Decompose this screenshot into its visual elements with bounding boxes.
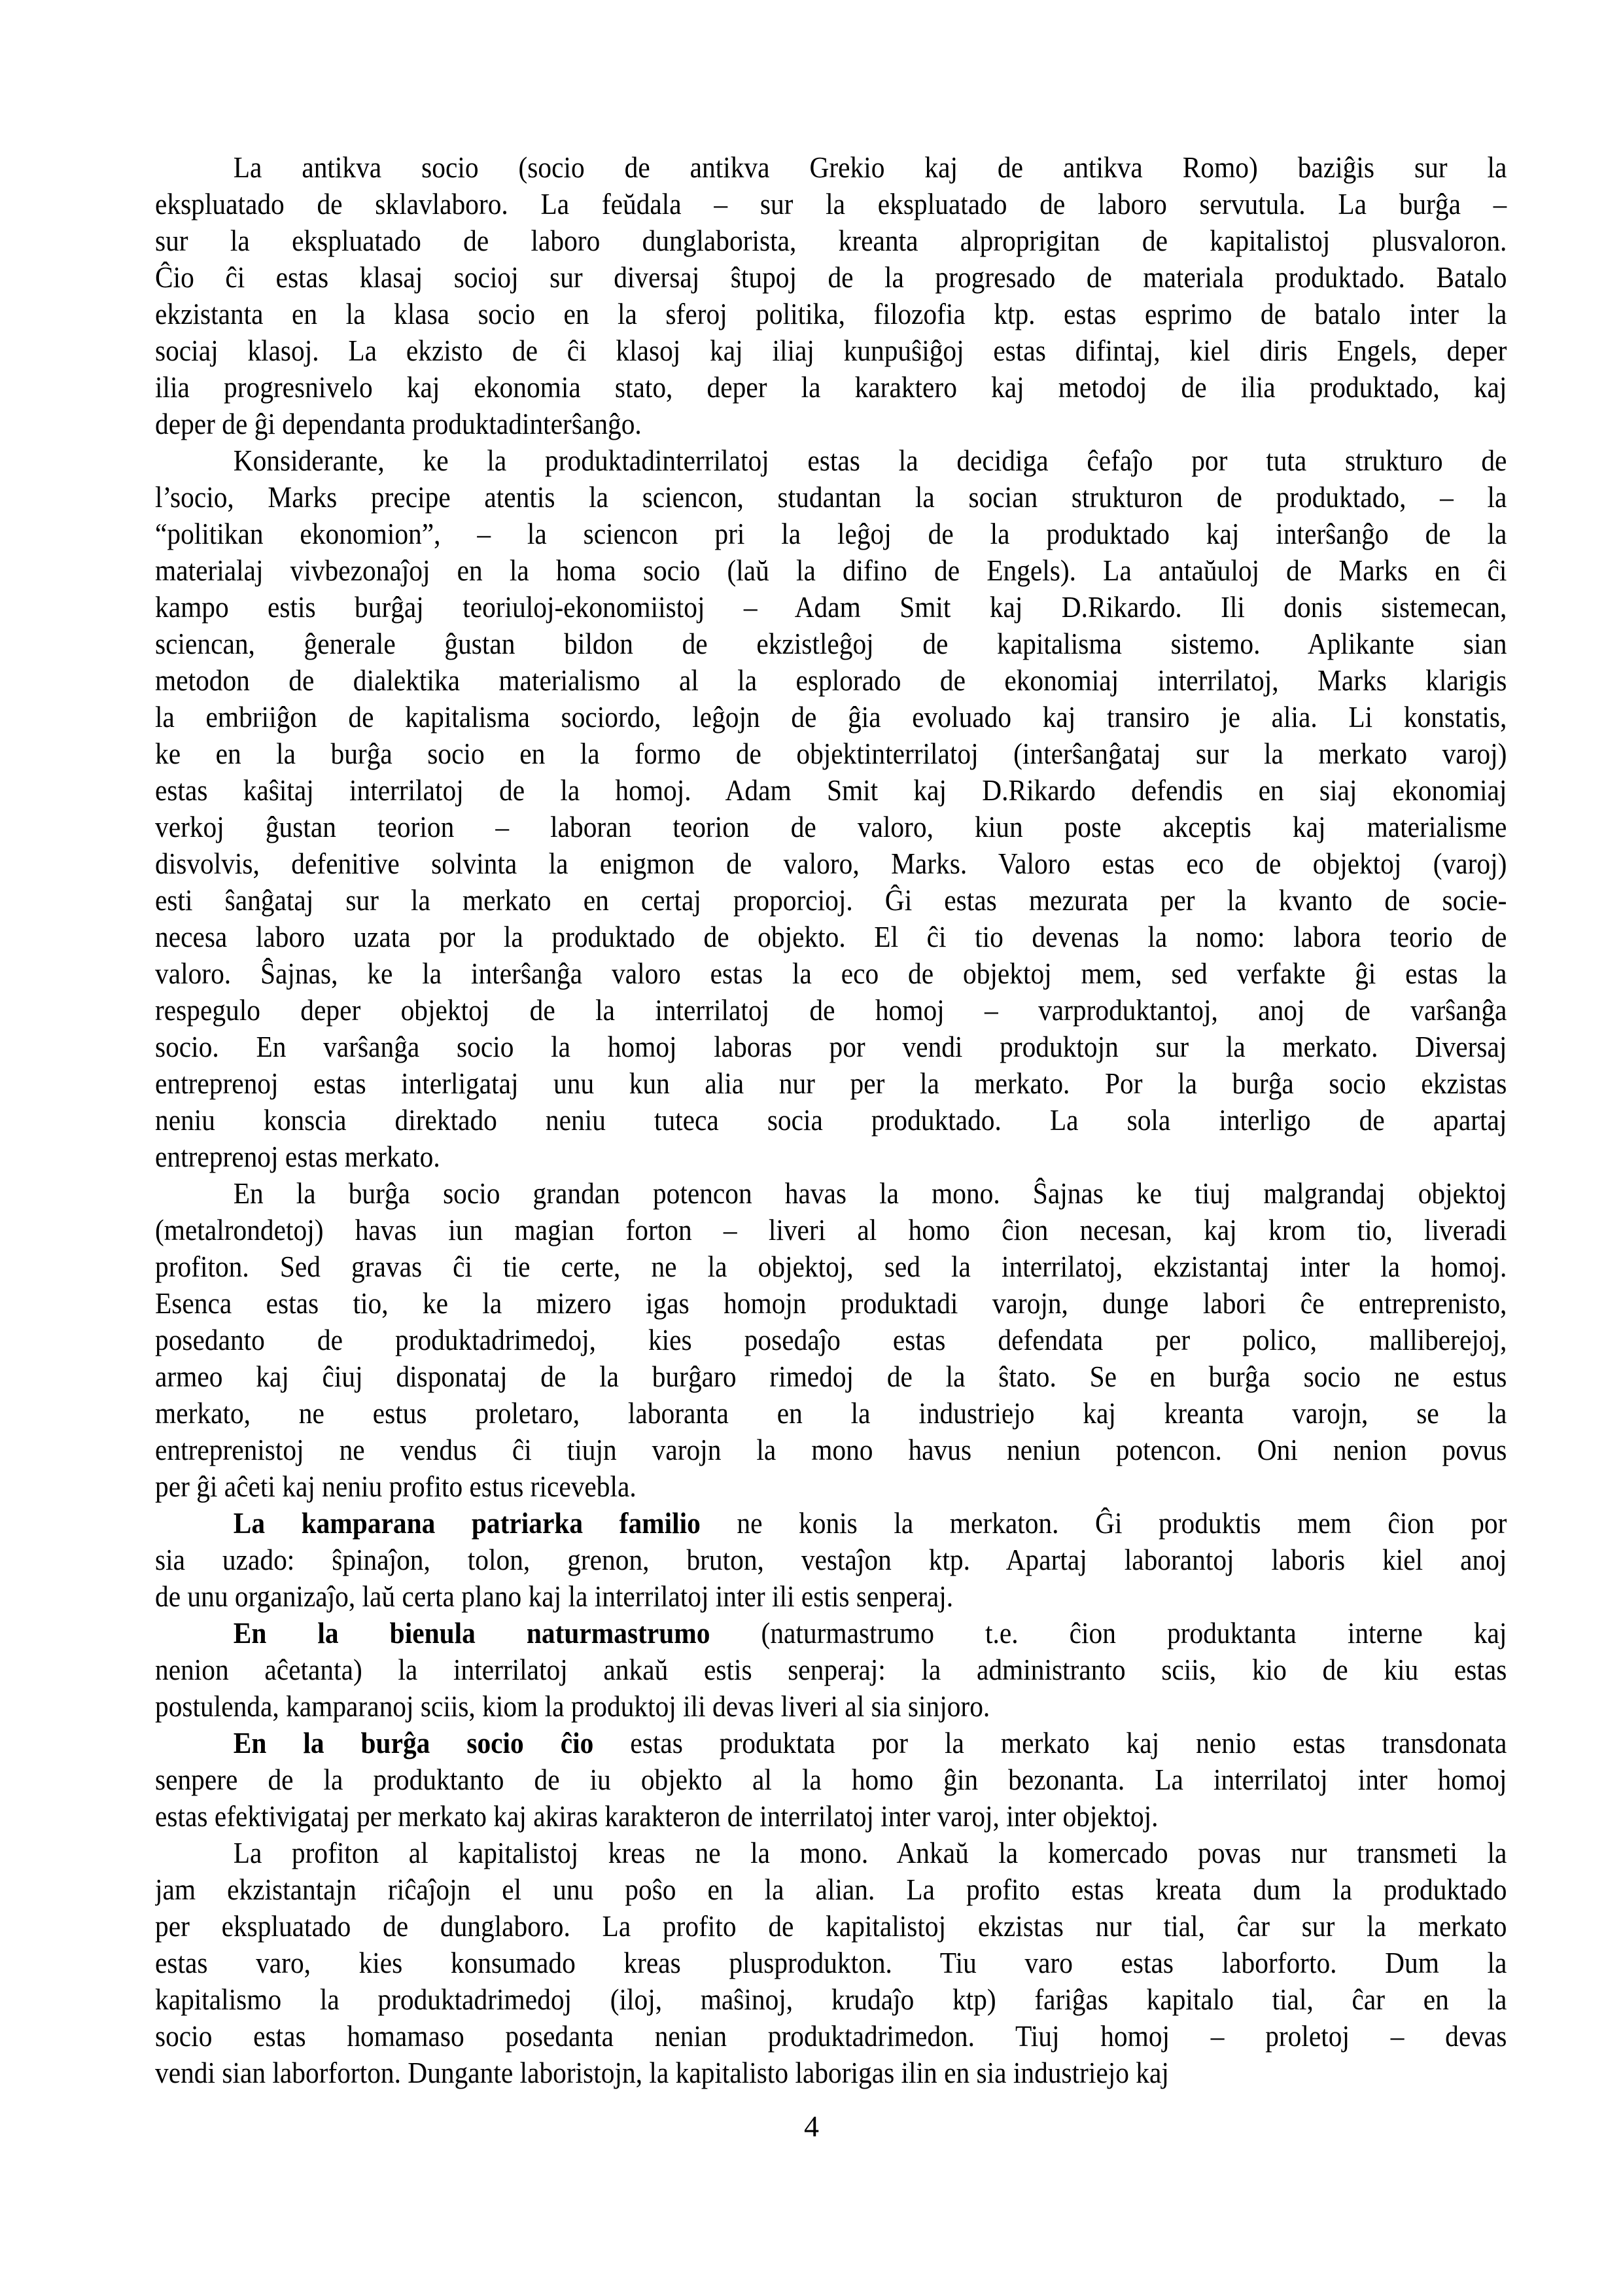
paragraph [155, 1835, 1507, 2091]
text-line: En la burĝa socio ĉio estas produktata por la merkato kaj nenio estas transdonata [233, 1726, 1507, 1759]
text-line: metodon de dialektika materialismo al la esplorado de ekonomiaj interrilatoj, Marks klarigis [155, 663, 1507, 697]
text-line: merkato, ne estus proletaro, laboranta en la industriejo kaj kreanta varojn, se la [155, 1396, 1507, 1430]
text-line: sciencan, ĝenerale ĝustan bildon de ekzistleĝoj de kapitalisma sistemo. Aplikante sian [155, 627, 1507, 660]
text-line: entreprenoj estas interligataj unu kun alia nur per la merkato. Por la burĝa socio ekzistas [155, 1067, 1507, 1100]
text-line: materialaj vivbezonaĵoj en la homa socio (laŭ la difino de Engels). La antaŭuloj de Marks en ĉi [155, 554, 1507, 587]
text-body [155, 149, 1507, 2091]
text-line: socio estas homamaso posedanta nenian produktadrimedon. Tiuj homoj – proletoj – devas [155, 2019, 1507, 2053]
bold-lead: En la bienula naturmastrumo [233, 1616, 710, 1650]
paragraph [155, 149, 1507, 442]
text-line: esti ŝanĝataj sur la merkato en certaj proporcioj. Ĝi estas mezurata per la kvanto de socie- [155, 883, 1507, 917]
text-line: (metalrondetoj) havas iun magian forton – liveri al homo ĉion necesan, kaj krom tio, liveradi [155, 1213, 1507, 1246]
text-line: kapitalismo la produktadrimedoj (iloj, maŝinoj, krudaĵo ktp) fariĝas kapitalo tial, ĉar en la [155, 1983, 1507, 2016]
text-line: disvolvis, defenitive solvinta la enigmon de valoro, Marks. Valoro estas eco de objektoj (varoj) [155, 847, 1507, 880]
text-line: La profiton al kapitalistoj kreas ne la mono. Ankaŭ la komercado povas nur transmeti la [233, 1836, 1507, 1869]
text-line: deper de ĝi dependanta produktadinterŝanĝo. [155, 407, 642, 440]
text-line: sia uzado: ŝpinaĵon, tolon, grenon, bruton, vestaĵon ktp. Apartaj laborantoj laboris kiel anoj [155, 1543, 1507, 1576]
text-line: valoro. Ŝajnas, ke la interŝanĝa valoro estas la eco de objektoj mem, sed verfakte ĝi estas la [155, 957, 1507, 990]
paragraph [155, 1615, 1507, 1725]
text-line: de unu organizaĵo, laŭ certa plano kaj la interrilatoj inter ili estis senperaj. [155, 1580, 954, 1613]
text-line: estas efektivigataj per merkato kaj akiras karakteron de interrilatoj inter varoj, inter objektoj. [155, 1799, 1159, 1833]
text-line: estas kaŝitaj interrilatoj de la homoj. Adam Smit kaj D.Rikardo defendis en siaj ekonomiaj [155, 773, 1507, 807]
text-line: ilia progresnivelo kaj ekonomia stato, deper la karaktero kaj metodoj de ilia produktado, kaj [155, 370, 1507, 404]
paragraph [155, 1505, 1507, 1615]
paragraph [155, 1725, 1507, 1835]
text-line: ekspluatado de sklavlaboro. La feŭdala – sur la ekspluatado de laboro servutula. La burĝa – [155, 187, 1507, 221]
text-line: La kamparana patriarka familio ne konis la merkaton. Ĝi produktis mem ĉion por [233, 1506, 1507, 1540]
text-line: Esenca estas tio, ke la mizero igas homojn produktadi varojn, dunge labori ĉe entreprenisto, [155, 1286, 1507, 1320]
paragraph [155, 1175, 1507, 1505]
text-line: entreprenoj estas merkato. [155, 1140, 440, 1173]
text-line: la embriiĝon de kapitalisma sociordo, leĝojn de ĝia evoluado kaj transiro je alia. Li konstatis, [155, 700, 1507, 733]
text-line: Ĉio ĉi estas klasaj socioj sur diversaj ŝtupoj de la progresado de materiala produktado. Batalo [155, 260, 1507, 294]
bold-lead: En la burĝa socio ĉio [233, 1726, 594, 1759]
text-line: entreprenistoj ne vendus ĉi tiujn varojn la mono havus neniun potencon. Oni nenion povus [155, 1433, 1507, 1466]
text-line: socio. En varŝanĝa socio la homoj laboras por vendi produktojn sur la merkato. Diversaj [155, 1030, 1507, 1063]
text-line: sur la ekspluatado de laboro dunglaborista, kreanta alproprigitan de kapitalistoj plusvaloron. [155, 224, 1507, 257]
text-line: profiton. Sed gravas ĉi tie certe, ne la objektoj, sed la interrilatoj, ekzistantaj inter la homoj. [155, 1250, 1507, 1283]
text-line: nenion aĉetanta) la interrilatoj ankaŭ estis senperaj: la administranto sciis, kio de kiu estas [155, 1653, 1507, 1686]
text-line: “politikan ekonomion”, – la sciencon pri la leĝoj de la produktado kaj interŝanĝo de la [155, 517, 1507, 550]
text-line: Konsiderante, ke la produktadinterrilatoj estas la decidiga ĉefaĵo por tuta strukturo de [233, 444, 1507, 477]
text-line: En la bienula naturmastrumo (naturmastrumo t.e. ĉion produktanta interne kaj [233, 1616, 1507, 1650]
paragraph [155, 442, 1507, 1175]
text-line: ke en la burĝa socio en la formo de objektinterrilatoj (interŝanĝataj sur la merkato varoj) [155, 737, 1507, 770]
text-line: necesa laboro uzata por la produktado de objekto. El ĉi tio devenas la nomo: labora teorio de [155, 920, 1507, 953]
bold-lead: La kamparana patriarka familio [233, 1506, 701, 1540]
text-line: En la burĝa socio grandan potencon havas la mono. Ŝajnas ke tiuj malgrandaj objektoj [233, 1176, 1507, 1210]
page-number: 4 [804, 2110, 819, 2143]
text-line: per ekspluatado de dunglaboro. La profito de kapitalistoj ekzistas nur tial, ĉar sur la merkato [155, 1909, 1507, 1943]
text-line: neniu konscia direktado neniu tuteca socia produktado. La sola interligo de apartaj [155, 1103, 1507, 1137]
text-line: l’socio, Marks precipe atentis la sciencon, studantan la socian strukturon de produktado, – la [155, 480, 1507, 514]
text-line: posedanto de produktadrimedoj, kies posedaĵo estas defendata per polico, malliberejoj, [155, 1323, 1507, 1356]
text-line: kampo estis burĝaj teoriuloj-ekonomiistoj – Adam Smit kaj D.Rikardo. Ili donis sistemecan, [155, 590, 1507, 624]
text-line: ekzistanta en la klasa socio en la sferoj politika, filozofia ktp. estas esprimo de batalo inter la [155, 297, 1507, 330]
text-line: vendi sian laborforton. Dungante laboristojn, la kapitalisto laborigas ilin en sia industriejo kaj [155, 2056, 1169, 2089]
text-line: verkoj ĝustan teorion – laboran teorion de valoro, kiun poste akceptis kaj materialisme [155, 810, 1507, 843]
text-line: postulenda, kamparanoj sciis, kiom la produktoj ili devas liveri al sia sinjoro. [155, 1689, 990, 1723]
text-line: armeo kaj ĉiuj disponataj de la burĝaro rimedoj de la ŝtato. Se en burĝa socio ne estus [155, 1360, 1507, 1393]
text-line: sociaj klasoj. La ekzisto de ĉi klasoj kaj iliaj kunpuŝiĝoj estas difintaj, kiel diris Engels, deper [155, 334, 1507, 367]
text-line: senpere de la produktanto de iu objekto al la homo ĝin bezonanta. La interrilatoj inter homoj [155, 1763, 1507, 1796]
text-line: respegulo deper objektoj de la interrilatoj de homoj – varproduktantoj, anoj de varŝanĝa [155, 993, 1507, 1027]
text-line: estas varo, kies konsumado kreas plusprodukton. Tiu varo estas laborforto. Dum la [155, 1946, 1507, 1979]
text-line: per ĝi aĉeti kaj neniu profito estus ricevebla. [155, 1470, 637, 1503]
text-line: La antikva socio (socio de antikva Grekio kaj de antikva Romo) baziĝis sur la [233, 150, 1507, 184]
text-line: jam ekzistantajn riĉaĵojn el unu poŝo en la alian. La profito estas kreata dum la produktado [155, 1873, 1507, 1906]
